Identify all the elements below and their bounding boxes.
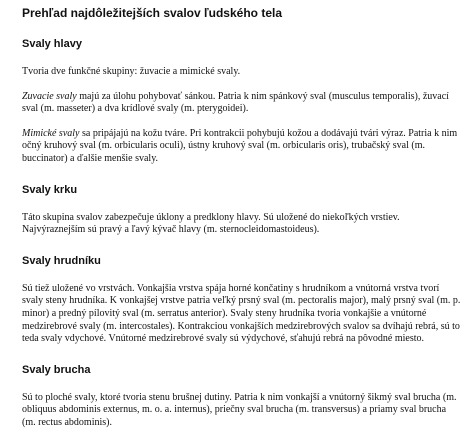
document-page bbox=[22, 6, 462, 442]
section-svaly-hlavy bbox=[22, 37, 462, 166]
section-svaly-hrudniku bbox=[22, 254, 462, 346]
section-heading: Svaly brucha bbox=[22, 363, 91, 376]
paragraph bbox=[22, 91, 462, 116]
paragraph bbox=[22, 392, 462, 430]
section-heading: Svaly krku bbox=[22, 183, 78, 196]
paragraph bbox=[22, 128, 462, 166]
section-heading: Svaly hlavy bbox=[22, 38, 82, 50]
section-svaly-brucha bbox=[22, 363, 462, 430]
paragraph-text: Tvoria dve funkčné skupiny: žuvacie a mimické svaly. bbox=[22, 66, 241, 77]
paragraph-text: Táto skupina svalov zabezpečuje úklony a predklony hlavy. Sú uložené do niekoľkých vrstiev. Najvýraznejším sú pravý a ľavý kývač hlavy (m. sternocleidomastoideus). bbox=[22, 211, 400, 236]
paragraph bbox=[22, 283, 462, 346]
section-heading: Svaly hrudníku bbox=[22, 254, 101, 267]
paragraph bbox=[22, 212, 462, 237]
paragraph-text: sa pripájajú na kožu tváre. Pri kontrakcii pohybujú kožou a dodávajú tvári výraz. Patria k nim očný kruhový sval (m. orbicularis oculi), ústny kruhový sval (m. orbicularis oris), trubačský sval (m. buccinator) a ďalšie menšie svaly. bbox=[22, 127, 458, 164]
italic-term: Mimické svaly bbox=[22, 127, 80, 139]
paragraph-text: Sú tiež uložené vo vrstvách. Vonkajšia vrstva spája horné končatiny s hrudníkom a vnútorná vrstva tvorí svaly steny hrudníka. K vonkajšej vrstve patria veľký prsný sval (m. pectoralis major), malý prsný sval (m. p. minor) a predný pílovitý sval (m. serratus anterior). Svaly steny hrudníka tvoria vonkajšie a vnútorné medzirebrové svaly (m. intercostales). Kontrakciou vonkajších medzirebrových svalov sa dvíhajú rebrá, sú to teda svaly vdychové. Vnútorné medzirebrové svaly sú výdychové, sťahujú rebrá na pôvodné miesto. bbox=[22, 282, 461, 345]
document-title: Prehľad najdôležitejších svalov ľudského tela bbox=[22, 6, 282, 20]
paragraph-text: Sú to ploché svaly, ktoré tvoria stenu brušnej dutiny. Patria k nim vonkajší a vnútorný šikmý sval brucha (m. obliquus abdominis externus, m. o. a. internus), priečny sval brucha (m. transversus) a priamy sval brucha (m. rectus abdominis). bbox=[22, 391, 457, 428]
section-svaly-krku bbox=[22, 183, 462, 237]
italic-term: Zuvacie svaly bbox=[22, 90, 77, 102]
paragraph bbox=[22, 66, 462, 79]
paragraph-text: majú za úlohu pohybovať sánkou. Patria k nim spánkový sval (musculus temporalis), žuvací sval (m. masseter) a dva krídlové svaly (m. pterygoidei). bbox=[22, 90, 449, 115]
